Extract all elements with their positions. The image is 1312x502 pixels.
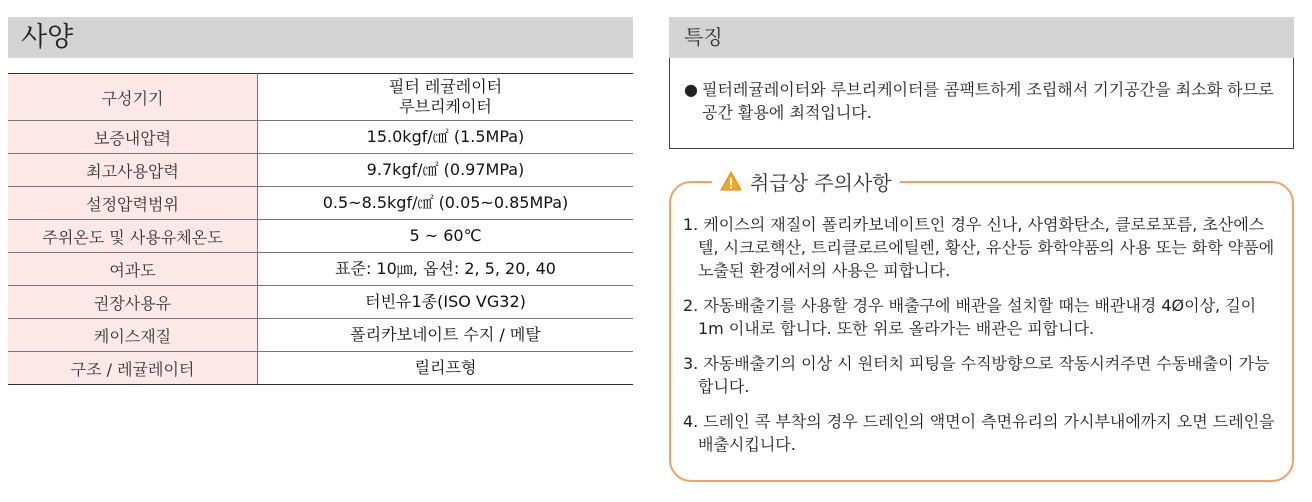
warning-icon [720, 171, 742, 191]
spec-label: 여과도 [8, 253, 258, 286]
spec-value-line: 릴리프형 [414, 358, 477, 377]
spec-value-line: 루브리케이터 [399, 97, 492, 116]
caution-item: 2. 자동배출기를 사용할 경우 배출구에 배관을 설치할 때는 배관내경 4Ø이상, 길이 1m 이내로 합니다. 또한 위로 올라가는 배관은 피합니다. [683, 296, 1257, 338]
spec-value [258, 187, 634, 220]
spec-row [8, 319, 633, 352]
spec-label: 보증내압력 [8, 121, 258, 154]
caution-box [669, 181, 1294, 482]
spec-label: 케이스재질 [8, 319, 258, 352]
features-title: 특징 [669, 17, 1294, 58]
spec-value [258, 319, 634, 352]
spec-value [258, 286, 634, 319]
spec-value-line: 15.0kgf/㎠ (1.5MPa) [366, 127, 525, 146]
spec-row [8, 121, 633, 154]
caution-header [712, 167, 900, 195]
spec-value-line: 0.5~8.5kgf/㎠ (0.05~0.85MPa) [322, 193, 569, 212]
spec-row [8, 286, 633, 319]
bullet-icon: ● [684, 80, 698, 99]
spec-value-line: 5 ~ 60℃ [409, 226, 482, 245]
spec-value [258, 154, 634, 187]
spec-value [258, 253, 634, 286]
spec-value-line: 터빈유1종(ISO VG32) [365, 292, 526, 311]
spec-row [8, 352, 633, 385]
caution-item: 3. 자동배출기의 이상 시 원터치 피팅을 수직방향으로 작동시켜주면 수동배출이 가능합니다. [683, 354, 1270, 396]
caution-item: 1. 케이스의 재질이 폴리카보네이트인 경우 신나, 사염화탄소, 클로로포름, 초산에스텔, 시크로핵산, 트리클로르에틸렌, 황산, 유산등 화학약품의 사용 또는 화학 약품에 노출된 환경에서의 사용은 피합니다. [683, 215, 1275, 280]
spec-title: 사양 [8, 17, 633, 58]
spec-label: 구조 / 레귤레이터 [8, 352, 258, 385]
spec-row [8, 220, 633, 253]
spec-value [258, 352, 634, 385]
spec-value-line: 9.7kgf/㎠ (0.97MPa) [366, 160, 525, 179]
spec-row [8, 74, 633, 121]
spec-label: 주위온도 및 사용유체온도 [8, 220, 258, 253]
spec-value [258, 121, 634, 154]
spec-row [8, 154, 633, 187]
spec-value-line: 표준: 10㎛, 옵션: 2, 5, 20, 40 [335, 259, 556, 278]
spec-value-line: 필터 레귤레이터 [388, 77, 503, 96]
spec-label: 권장사용유 [8, 286, 258, 319]
features-text: 필터레귤레이터와 루브리케이터를 콤팩트하게 조립해서 기기공간을 최소화 하므로 공간 활용에 최적입니다. [702, 80, 1274, 122]
spec-value [258, 74, 634, 121]
spec-label: 최고사용압력 [8, 154, 258, 187]
spec-label: 구성기기 [8, 74, 258, 121]
caution-list [683, 213, 1283, 468]
features-box [669, 58, 1294, 149]
spec-row [8, 253, 633, 286]
spec-value-line: 폴리카보네이트 수지 / 메탈 [350, 325, 541, 344]
caution-item: 4. 드레인 콕 부착의 경우 드레인의 액면이 측면유리의 가시부내에까지 오면 드레인을 배출시킵니다. [683, 412, 1275, 454]
spec-label: 설정압력범위 [8, 187, 258, 220]
caution-title: 취급상 주의사항 [750, 170, 892, 195]
spec-table [8, 73, 633, 385]
spec-row [8, 187, 633, 220]
spec-value [258, 220, 634, 253]
